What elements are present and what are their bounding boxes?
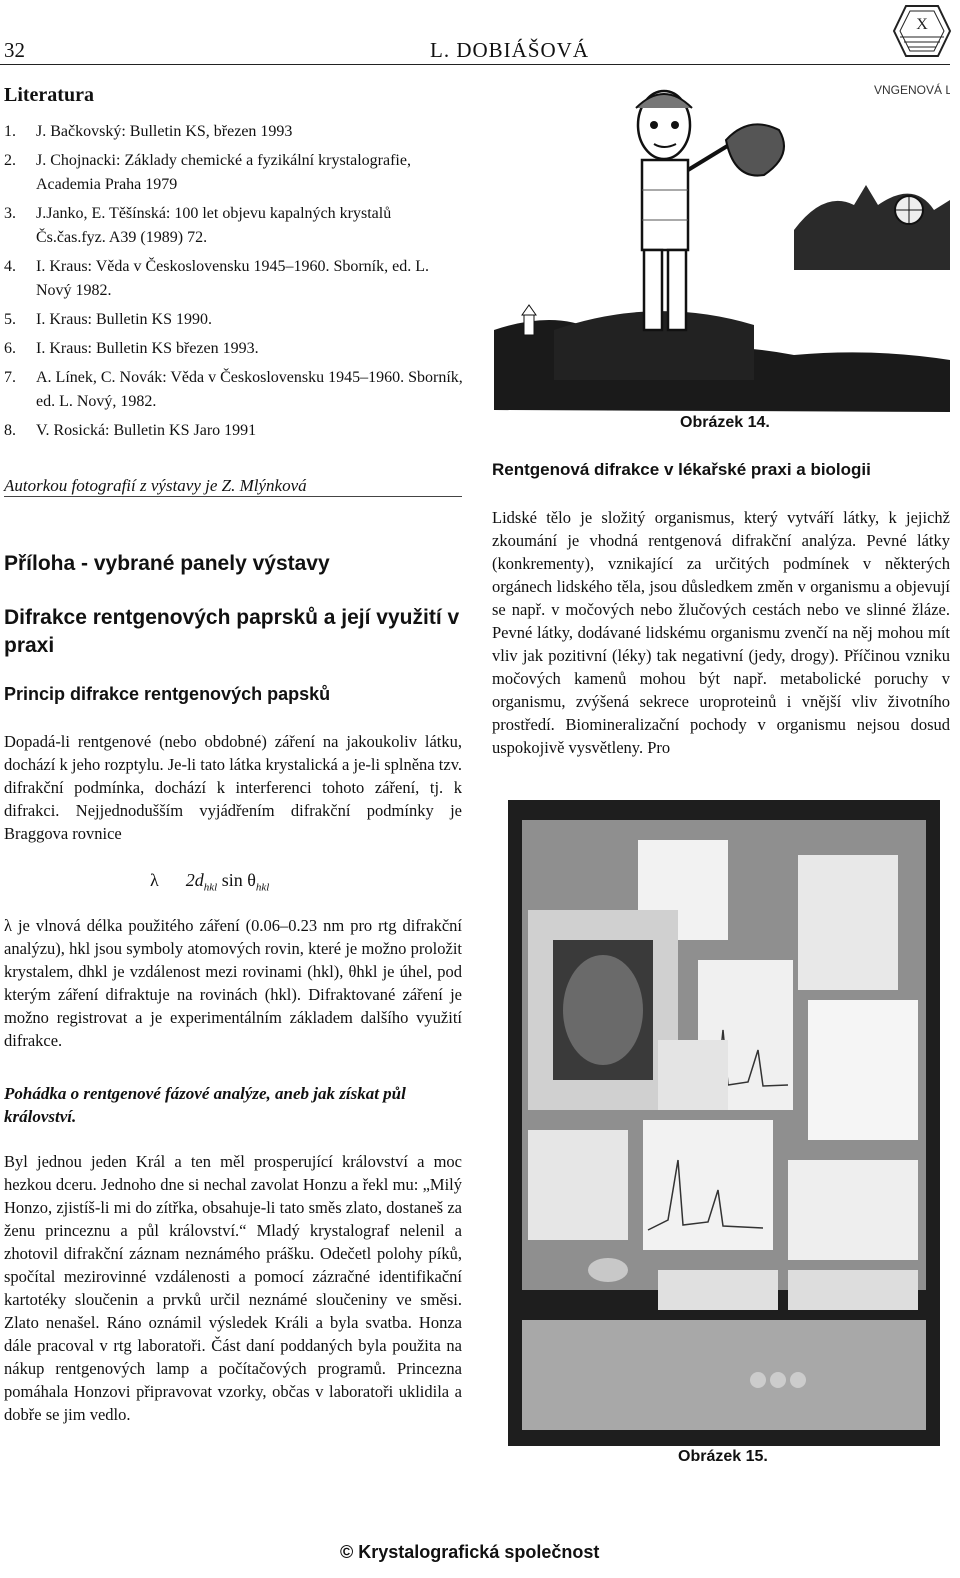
figure-15-photo xyxy=(508,800,940,1446)
reference-item: 3. J.Janko, E. Těšínská: 100 let objevu kapalných krystalů Čs.čas.fyz. A39 (1989) 72. xyxy=(4,205,392,246)
reference-item: 5. I. Kraus: Bulletin KS 1990. xyxy=(4,311,212,328)
svg-text:VNGENOVÁ L.: VNGENOVÁ L. xyxy=(874,83,950,97)
bragg-equation: λ $2d_{hkl}$ $\sin \theta_{hkl}$ xyxy=(150,870,270,894)
page-number: 32 xyxy=(4,38,25,62)
svg-text:X: X xyxy=(916,16,928,33)
paragraph-medical: Lidské tělo je složitý organismus, který vytváří látky, k jejichž zkoumání je vhodná rentgenová difrakční analýza. Pevné látky (konkrementy), vznikající za určitých podmínek v některých orgánech lidského těla, jsou důsledkem změn v organismu a objevují se např. v močových nebo žlučových cestách nebo ve slinné žláze. Pevné látky, dodávané lidskému organismu zvenčí na něj mohou mít vliv jak pozitivní (léky) tak negativní (jedy, drogy). Příčinou vzniku močových kamenů mohou být např. metabolické poruchy v organismu, zvýšená sekrece uroproteinů i vnější vliv životního prostředí. Biomineralizační pochody v organismu nejsou dosud uspokojivě vysvětleny. Pro xyxy=(492,508,950,757)
credit-rule xyxy=(4,496,462,497)
header-rule xyxy=(0,64,950,65)
reference-item: 7. A. Línek, C. Novák: Věda v Československu 1945–1960. Sborník, ed. L. Nový, 1982. xyxy=(4,369,463,410)
figure-14-caption: Obrázek 14. xyxy=(680,414,770,431)
reference-list xyxy=(4,120,464,448)
paragraph-symbols: λ je vlnová délka použitého záření (0.06–0.23 nm pro rtg difrakční analýzu), hkl jsou symboly atomových rovin, které je možno proložit krystalem, dhkl je vzdálenost mezi rovinami (hkl), θhkl je úhel, pod kterým záření difraktuje na rovinách (hkl). Difraktované záření je možno registrovat a je experimentálním základem dalšího využití difrakce. xyxy=(4,916,462,1050)
reference-item: 4. I. Kraus: Věda v Československu 1945–1960. Sborník, ed. L. Nový 1982. xyxy=(4,258,429,299)
society-logo xyxy=(892,4,952,58)
reference-item: 8. V. Rosická: Bulletin KS Jaro 1991 xyxy=(4,422,257,439)
reference-item: 1. J. Bačkovský: Bulletin KS, březen 1993 xyxy=(4,123,293,140)
paragraph-fairy-tale: Byl jednou jeden Král a ten měl prosperující království a moc hezkou dceru. Jednoho dne si nechal zavolat Honzu a řekl mu: „Milý Honzo, zjistíš-li mi do zítřka, obsahuje-li tato směs zlato, dostaneš za ženu princeznu a půl království.“ Mladý krystalograf nelenil a zhotovil difrakční záznam neznámého prášku. Odečetl polohy píků, spočítal mezirovinné vzdálenosti a pomocí zázračné identifikační kartotéky sloučenin a prvků určil neznámé sloučeniny ve směsi. Zlato nenašel. Ráno oznámil výsledek Králi a byla svatba. Honza dále pracoval v rtg laboratoři. Část daní poddaných byla použita na nákup rentgenových lamp a počítačových programů. Princezna pomáhala Honzovi připravovat vzorky, občas v laboratoři uklidila a dobře se jim vedlo. xyxy=(4,1152,462,1424)
paragraph-principle: Dopadá-li rentgenové (nebo obdobné) záření na jakoukoliv látku, dochází k jeho rozptylu. Je-li tato látka krystalická a je-li splněna tzv. difrakční podmínka, dochází k interferenci tohoto záření, tj. k difrakci. Nejjednodušším vyjádřením difrakční podmínky je Braggova rovnice xyxy=(4,732,462,843)
principle-heading: Princip difrakce rentgenových papsků xyxy=(4,684,331,704)
figure-14-drawing xyxy=(494,80,950,412)
running-head: L. DOBIÁŠOVÁ xyxy=(430,38,589,62)
literature-heading: Literatura xyxy=(4,84,94,106)
appendix-heading: Příloha - vybrané panely výstavy xyxy=(4,552,330,575)
reference-item: 2. J. Chojnacki: Základy chemické a fyzikální krystalografie, Academia Praha 1979 xyxy=(4,152,411,193)
fairy-tale-heading: Pohádka o rentgenové fázové analýze, aneb jak získat půl království. xyxy=(4,1084,406,1126)
figure-15-caption: Obrázek 15. xyxy=(678,1448,768,1465)
medical-diffraction-heading: Rentgenová difrakce v lékařské praxi a biologii xyxy=(492,460,871,479)
reference-item: 6. I. Kraus: Bulletin KS březen 1993. xyxy=(4,340,259,357)
photo-credit: Autorkou fotografií z výstavy je Z. Mlýnková xyxy=(4,476,307,495)
footer-copyright: © Krystalografická společnost xyxy=(340,1542,600,1562)
diffraction-heading: Difrakce rentgenových paprsků a její využití v praxi xyxy=(4,606,460,657)
